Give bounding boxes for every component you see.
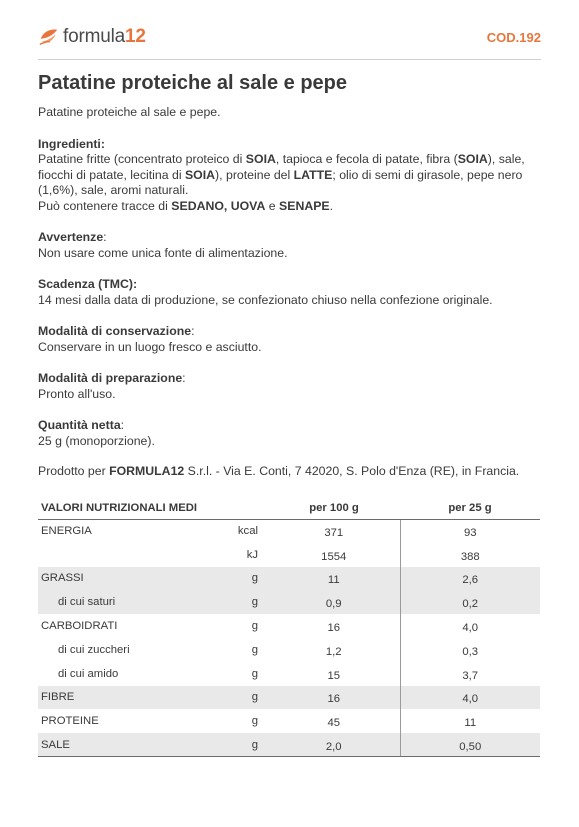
nutrient-value-per25-text: 11 <box>464 717 477 730</box>
brand-logo[interactable] <box>38 22 146 52</box>
nutrient-unit: g <box>251 715 258 728</box>
page-title: Patatine proteiche al sale e pepe <box>38 72 348 94</box>
nutrient-value-per25-text: 4,0 <box>462 622 479 635</box>
preparation-text: Pronto all'uso. <box>38 386 116 401</box>
net-quantity-label-text: Quantità netta <box>38 418 121 432</box>
nutrient-value-per25 <box>400 590 540 614</box>
nutrient-value-per100 <box>268 686 400 710</box>
nutrient-value-per25-text: 3,7 <box>462 669 479 682</box>
nutrient-unit: g <box>251 620 258 633</box>
ingredient-text: e <box>265 198 280 213</box>
nutrient-label: di cui saturi <box>38 590 208 614</box>
brand-name <box>63 26 146 48</box>
ingredient-text: ), proteine del <box>215 167 294 182</box>
nutrient-label: CARBOIDRATI <box>41 620 118 633</box>
nutrition-row <box>38 662 540 686</box>
nutrient-label <box>38 543 208 567</box>
ingredient-text: ), sale, fiocchi di patate, lecitina di <box>38 152 525 182</box>
nutrient-value-per25 <box>400 638 540 662</box>
brand-name-part: formula <box>63 26 125 47</box>
allergen-text: SENAPE <box>279 198 330 213</box>
expiry-section <box>38 277 541 308</box>
storage-section <box>38 324 541 355</box>
nutrition-body <box>38 519 540 757</box>
header-divider <box>38 59 541 60</box>
warnings-colon: : <box>103 230 107 244</box>
nutrient-value-per100 <box>268 519 400 543</box>
nutrient-value-per25 <box>400 519 540 543</box>
nutrient-value-per25 <box>400 709 540 733</box>
nutrient-value-per100 <box>268 662 400 686</box>
nutrient-value-per100 <box>268 733 400 757</box>
producer-address: S.r.l. - Via E. Conti, 7 42020, S. Polo d'Enza (RE), in Francia. <box>184 464 520 478</box>
warnings-label <box>38 230 541 246</box>
nutrient-value-per25 <box>400 733 540 757</box>
nutrient-value-per100-text: 15 <box>327 669 341 682</box>
nutrient-value-per100 <box>268 590 400 614</box>
storage-label <box>38 324 541 340</box>
nutrition-header-per100: per 100 g <box>268 497 400 519</box>
nutrient-value-per25-text: 0,3 <box>462 645 479 658</box>
nutrient-unit: kJ <box>246 548 258 561</box>
preparation-label <box>38 371 541 387</box>
nutrient-label: FIBRE <box>38 686 208 710</box>
nutrient-label: PROTEINE <box>41 715 99 728</box>
allergen-traces-text <box>38 199 541 215</box>
nutrient-label: GRASSI <box>38 567 208 591</box>
nutrient-value-per25-text: 388 <box>460 550 480 563</box>
storage-label-text: Modalità di conservazione <box>38 324 192 338</box>
nutrient-label: di cui amido <box>58 667 119 680</box>
nutrition-row <box>38 543 540 567</box>
nutrient-value-per25-text: 2,6 <box>462 574 479 587</box>
ingredients-label: Ingredienti: <box>38 136 105 151</box>
ingredient-text: , tapioca e fecola di patate, fibra ( <box>275 152 458 166</box>
ingredients-text <box>38 152 541 199</box>
nutrient-unit: g <box>208 733 268 757</box>
brand-name-number: 12 <box>124 26 146 47</box>
nutrient-value-per25-text: 93 <box>463 527 477 540</box>
nutrient-label: SALE <box>38 733 208 757</box>
net-quantity-label <box>38 418 541 434</box>
ingredients-section <box>38 137 541 215</box>
nutrient-value-per100-text: 1,2 <box>325 645 342 658</box>
allergen-text: SOIA <box>245 152 276 166</box>
nutrient-value-per100-text: 1554 <box>321 550 347 563</box>
nutrition-row <box>38 614 540 638</box>
nutrition-row <box>38 709 540 733</box>
nutrient-value-per25 <box>400 662 540 686</box>
nutrient-value-per100-text: 0,9 <box>325 598 342 611</box>
nutrient-unit: g <box>251 643 258 656</box>
allergen-text: SEDANO, UOVA <box>171 198 266 213</box>
nutrition-row <box>38 590 540 614</box>
nutrient-value-per100-text: 11 <box>327 574 340 587</box>
nutrition-row <box>38 519 540 543</box>
nutrient-unit: g <box>208 686 268 710</box>
nutrient-unit: g <box>251 667 258 680</box>
nutrient-value-per25-text: 0,2 <box>462 598 479 611</box>
nutrient-value-per100-text: 16 <box>327 693 341 706</box>
producer-prefix: Prodotto per <box>38 464 110 478</box>
preparation-colon: : <box>182 371 186 385</box>
nutrient-value-per25 <box>400 567 540 591</box>
nutrient-value-per100 <box>268 709 400 733</box>
nutrient-label: ENERGIA <box>41 525 92 538</box>
warnings-section <box>38 230 541 261</box>
producer-company: FORMULA12 <box>109 464 185 478</box>
product-code: COD.192 <box>486 30 541 45</box>
nutrition-row <box>38 733 540 757</box>
producer-line <box>38 464 519 478</box>
net-quantity-section <box>38 418 541 449</box>
nutrition-row <box>38 567 540 591</box>
nutrition-header-label: VALORI NUTRIZIONALI MEDI <box>38 497 268 519</box>
net-quantity-text: 25 g (monoporzione). <box>38 433 155 448</box>
product-details <box>38 105 541 449</box>
preparation-label-text: Modalità di preparazione <box>38 371 183 385</box>
nutrition-row <box>38 686 540 710</box>
nutrition-header-row <box>38 497 540 519</box>
allergen-text: SOIA <box>457 152 488 166</box>
nutrient-value-per100-text: 45 <box>327 717 341 730</box>
allergen-text: LATTE <box>293 167 333 182</box>
ingredient-text: Può contenere tracce di <box>38 198 172 213</box>
ingredient-text: Patatine fritte (concentrato proteico di <box>38 152 246 166</box>
nutrient-label: di cui zuccheri <box>58 643 130 656</box>
nutrient-value-per100 <box>268 614 400 638</box>
nutrient-unit: g <box>208 567 268 591</box>
nutrient-unit: g <box>208 590 268 614</box>
nutrient-value-per100-text: 16 <box>327 622 341 635</box>
nutrition-table <box>38 497 540 757</box>
nutrition-row <box>38 638 540 662</box>
header <box>38 22 541 52</box>
ingredient-text: . <box>329 198 334 213</box>
warnings-text: Non usare come unica fonte di alimentazione. <box>38 245 288 260</box>
net-quantity-colon: : <box>120 418 125 432</box>
storage-text: Conservare in un luogo fresco e asciutto. <box>38 339 262 354</box>
allergen-text: SOIA <box>184 167 216 182</box>
nutrient-value-per25 <box>400 543 540 567</box>
expiry-text: 14 mesi dalla data di produzione, se confezionato chiuso nella confezione originale. <box>38 292 493 307</box>
nutrient-value-per100 <box>268 567 400 591</box>
nutrient-value-per100 <box>268 638 400 662</box>
storage-colon: : <box>191 324 195 338</box>
nutrient-unit: kcal <box>237 525 258 538</box>
leaf-logo-icon <box>38 26 60 48</box>
preparation-section <box>38 371 541 402</box>
nutrient-value-per25-text: 4,0 <box>462 693 479 706</box>
expiry-label: Scadenza (TMC): <box>38 277 138 291</box>
product-description: Patatine proteiche al sale e pepe. <box>38 105 221 119</box>
nutrient-value-per100-text: 371 <box>324 527 344 540</box>
nutrient-value-per25-text: 0,50 <box>459 740 482 753</box>
nutrition-header-per25: per 25 g <box>400 497 540 519</box>
warnings-label-text: Avvertenze <box>38 230 104 244</box>
nutrient-value-per25 <box>400 686 540 710</box>
nutrient-value-per25 <box>400 614 540 638</box>
nutrient-value-per100-text: 2,0 <box>325 740 342 753</box>
nutrient-value-per100 <box>268 543 400 567</box>
ingredient-text: ; olio di semi di girasole, pepe nero (1,6%), sale, aromi naturali. <box>38 167 523 197</box>
